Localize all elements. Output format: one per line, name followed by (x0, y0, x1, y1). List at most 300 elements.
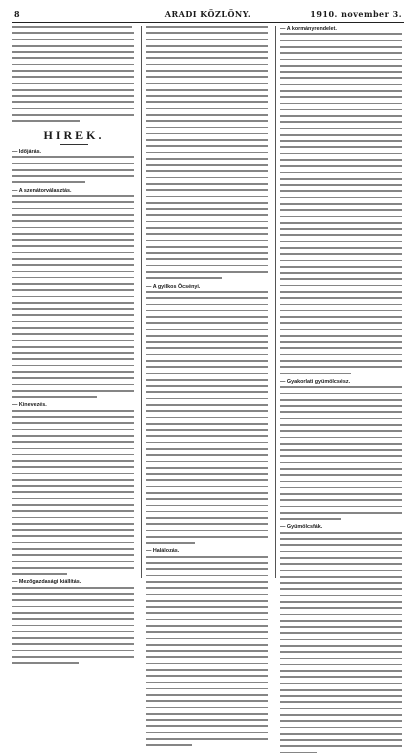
text-line (280, 128, 402, 130)
text-line (280, 134, 402, 136)
text-line (280, 46, 402, 48)
text-line (12, 252, 134, 254)
text-line (280, 109, 402, 111)
text-line (12, 45, 134, 47)
text-line (280, 701, 402, 703)
text-line (280, 71, 402, 73)
text-line (280, 570, 402, 572)
news-paragraph (146, 548, 270, 746)
text-line (280, 405, 402, 407)
text-line (146, 688, 268, 690)
text-line (146, 562, 268, 564)
text-line (146, 625, 268, 627)
text-line (280, 360, 402, 362)
text-line (12, 390, 134, 392)
text-line (280, 247, 402, 249)
text-line (12, 70, 134, 72)
text-line (146, 663, 268, 665)
text-line (280, 84, 402, 86)
text-line (12, 83, 134, 85)
text-line (146, 297, 268, 299)
text-line (280, 645, 402, 647)
text-line (146, 461, 268, 463)
text-line (280, 506, 402, 508)
text-line (146, 568, 268, 570)
text-line (280, 582, 402, 584)
text-line (280, 720, 402, 722)
text-line (12, 410, 134, 412)
text-line (146, 732, 268, 734)
text-line (12, 296, 134, 298)
text-line (12, 523, 134, 525)
text-line (146, 631, 268, 633)
text-line (280, 121, 402, 123)
text-line (146, 208, 268, 210)
text-line (12, 466, 134, 468)
text-line (12, 169, 134, 171)
text-line (146, 265, 268, 267)
text-line (12, 114, 134, 116)
text-line (12, 108, 134, 110)
text-line (12, 26, 132, 28)
text-line (12, 561, 134, 563)
text-line (280, 739, 402, 741)
text-line (12, 612, 134, 614)
text-line (146, 492, 268, 494)
news-paragraph (146, 26, 270, 279)
text-line (12, 181, 85, 183)
text-line (146, 45, 268, 47)
text-line (146, 656, 268, 658)
text-line (146, 473, 268, 475)
text-line (280, 714, 402, 716)
news-paragraph (146, 284, 270, 544)
text-line (146, 410, 268, 412)
text-line (280, 178, 402, 180)
text-line (12, 220, 134, 222)
text-line (146, 360, 268, 362)
text-line (280, 532, 402, 534)
text-line (280, 462, 402, 464)
paragraph-lead: — A gyilkos Öcsényi. (146, 283, 201, 290)
text-line (280, 297, 402, 299)
text-line (280, 354, 402, 356)
text-line (12, 264, 134, 266)
text-line (12, 454, 134, 456)
text-line (12, 384, 134, 386)
text-line (12, 491, 134, 493)
text-line (280, 65, 402, 67)
text-line (146, 76, 268, 78)
text-line (280, 468, 402, 470)
text-line (280, 493, 402, 495)
text-line (12, 163, 134, 165)
text-line (12, 485, 134, 487)
text-line (280, 595, 402, 597)
text-line (146, 354, 268, 356)
news-paragraph (280, 379, 404, 520)
text-line (146, 600, 268, 602)
text-line (12, 327, 134, 329)
text-line (280, 304, 402, 306)
text-line (146, 719, 268, 721)
text-line (280, 399, 402, 401)
text-line (280, 366, 402, 368)
text-line (280, 557, 402, 559)
text-line (12, 175, 134, 177)
text-line (146, 252, 268, 254)
text-line (12, 201, 134, 203)
text-line (12, 573, 67, 575)
text-line (12, 340, 134, 342)
text-line (280, 424, 402, 426)
text-line (12, 593, 134, 595)
text-line (280, 576, 402, 578)
text-line (280, 291, 402, 293)
text-line (280, 203, 402, 205)
text-line (280, 620, 402, 622)
text-line (280, 658, 402, 660)
paragraph-lead: — Mezőgazdasági kiállítás. (12, 579, 82, 586)
text-line (280, 96, 402, 98)
text-line (146, 95, 268, 97)
text-line (12, 245, 134, 247)
text-line (12, 479, 134, 481)
text-line (146, 57, 268, 59)
text-line (12, 498, 134, 500)
text-line (280, 588, 402, 590)
text-line (146, 189, 268, 191)
paragraph-lead: — Gyümölcsfák. (280, 524, 323, 531)
text-line (146, 158, 268, 160)
text-line (146, 581, 268, 583)
text-line (280, 272, 402, 274)
text-line (146, 517, 268, 519)
text-line (12, 333, 134, 335)
text-line (146, 64, 268, 66)
text-line (146, 329, 268, 331)
text-line (280, 499, 402, 501)
text-line (12, 435, 134, 437)
text-line (12, 504, 134, 506)
text-line (280, 614, 402, 616)
text-line (146, 556, 268, 558)
news-paragraph (280, 524, 404, 753)
text-line (280, 310, 402, 312)
text-line (280, 216, 402, 218)
text-line (146, 366, 268, 368)
news-paragraph (12, 579, 136, 663)
news-paragraph (280, 26, 404, 374)
text-line (146, 644, 268, 646)
text-line (146, 152, 268, 154)
text-line (12, 120, 80, 122)
text-line (146, 202, 268, 204)
text-line (280, 140, 402, 142)
text-line (12, 517, 134, 519)
text-line (146, 145, 268, 147)
news-paragraph (12, 402, 136, 574)
text-line (280, 455, 402, 457)
text-line (280, 153, 402, 155)
column-divider (275, 26, 276, 578)
paragraph-lead: — Halálozás. (146, 548, 180, 555)
text-line (146, 221, 268, 223)
text-line (146, 127, 268, 129)
text-line (146, 120, 268, 122)
text-line (146, 347, 268, 349)
text-line (12, 650, 134, 652)
text-line (280, 418, 402, 420)
article-columns (12, 26, 404, 586)
text-line (146, 246, 268, 248)
text-line (146, 713, 268, 715)
text-line (146, 108, 268, 110)
text-line (12, 358, 134, 360)
text-line (146, 429, 268, 431)
paragraph-lead: — A kormányrendelet. (280, 26, 337, 32)
text-line (146, 304, 268, 306)
page-number: 8 (14, 9, 21, 19)
text-line (12, 258, 134, 260)
text-line (12, 32, 134, 34)
text-line (146, 530, 268, 532)
text-line (146, 26, 268, 28)
text-line (146, 391, 268, 393)
text-line (280, 329, 402, 331)
text-line (12, 529, 134, 531)
text-line (12, 618, 134, 620)
text-line (12, 214, 134, 216)
paragraph-lead: — Időjárás. (12, 148, 42, 155)
text-line (146, 310, 268, 312)
text-line (12, 156, 134, 158)
text-line (146, 505, 268, 507)
text-line (146, 542, 195, 544)
text-line (12, 599, 134, 601)
news-paragraph (12, 26, 136, 122)
text-line (146, 682, 268, 684)
news-paragraph (12, 149, 136, 183)
text-line (12, 352, 134, 354)
text-line (280, 373, 351, 375)
text-line (280, 544, 402, 546)
text-line (12, 377, 134, 379)
text-line (12, 321, 134, 323)
text-line (146, 594, 268, 596)
text-line (12, 64, 134, 66)
text-line (146, 454, 268, 456)
text-line (280, 538, 402, 540)
text-line (146, 89, 268, 91)
text-line (280, 253, 402, 255)
text-line (146, 101, 268, 103)
text-line (280, 386, 402, 388)
text-line (146, 164, 268, 166)
text-line (280, 481, 402, 483)
text-line (280, 518, 341, 520)
text-line (12, 89, 134, 91)
text-line (12, 208, 134, 210)
text-line (146, 177, 268, 179)
text-line (280, 443, 402, 445)
text-line (280, 322, 402, 324)
text-line (146, 316, 268, 318)
text-line (12, 606, 134, 608)
text-line (146, 70, 268, 72)
text-line (12, 441, 134, 443)
text-line (280, 184, 402, 186)
news-paragraph (12, 188, 136, 398)
text-line (280, 607, 402, 609)
text-line (12, 365, 134, 367)
text-line (280, 664, 402, 666)
text-line (146, 498, 268, 500)
text-line (280, 676, 402, 678)
text-line (146, 744, 192, 746)
text-line (280, 266, 402, 268)
text-line (280, 745, 402, 747)
text-line (280, 33, 402, 35)
text-line (280, 172, 402, 174)
text-line (12, 643, 134, 645)
section-heading: HIREK. (43, 127, 105, 142)
text-line (280, 228, 402, 230)
text-line (12, 535, 134, 537)
text-line (12, 227, 134, 229)
text-line (146, 373, 268, 375)
text-line (146, 575, 268, 577)
text-line (12, 195, 134, 197)
text-line (146, 725, 268, 727)
text-line (12, 460, 134, 462)
text-line (146, 240, 268, 242)
text-line (146, 707, 268, 709)
text-line (146, 133, 268, 135)
paragraph-lead: — Kinevezés. (12, 402, 47, 409)
page-header (12, 8, 404, 23)
text-line (146, 404, 268, 406)
text-line (280, 59, 402, 61)
text-line (280, 733, 402, 735)
text-line (146, 277, 222, 279)
text-line (12, 277, 134, 279)
text-line (12, 510, 134, 512)
text-line (146, 227, 268, 229)
text-line (12, 548, 134, 550)
text-line (146, 448, 268, 450)
text-line (280, 278, 402, 280)
text-line (12, 473, 134, 475)
text-line (12, 656, 134, 658)
text-line (280, 90, 402, 92)
text-line (280, 563, 402, 565)
text-line (12, 239, 134, 241)
text-line (280, 683, 402, 685)
text-line (12, 57, 134, 59)
text-line (12, 39, 134, 41)
text-line (280, 222, 402, 224)
text-line (12, 554, 134, 556)
text-line (280, 437, 402, 439)
text-line (146, 233, 268, 235)
text-line (146, 700, 268, 702)
text-line (280, 347, 402, 349)
text-line (12, 51, 134, 53)
text-line (280, 77, 402, 79)
text-line (280, 393, 402, 395)
text-line (280, 316, 402, 318)
text-line (12, 625, 134, 627)
column-1 (12, 26, 136, 586)
text-line (146, 694, 268, 696)
text-line (280, 260, 402, 262)
newspaper-page (12, 8, 404, 586)
issue-date: 1910. november 3. (310, 9, 402, 19)
text-line (146, 612, 268, 614)
text-line (280, 601, 402, 603)
text-line (146, 536, 268, 538)
text-line (146, 83, 268, 85)
text-line (146, 638, 268, 640)
text-line (146, 385, 268, 387)
text-line (280, 411, 402, 413)
text-line (146, 619, 268, 621)
text-line (280, 197, 402, 199)
paragraph-lead: — A szenátorválasztás. (12, 187, 72, 194)
text-line (146, 587, 268, 589)
text-line (280, 241, 402, 243)
text-line (146, 196, 268, 198)
text-line (146, 467, 268, 469)
column-3 (280, 26, 404, 578)
text-line (280, 695, 402, 697)
text-line (146, 379, 268, 381)
text-line (12, 346, 134, 348)
text-line (280, 165, 402, 167)
column-2 (146, 26, 270, 578)
text-line (146, 32, 268, 34)
text-line (146, 114, 268, 116)
paragraph-lead: — Gyakorlati gyümölcsész. (280, 378, 351, 385)
text-line (12, 422, 134, 424)
text-line (12, 631, 134, 633)
text-line (12, 283, 134, 285)
text-line (280, 341, 402, 343)
text-line (146, 423, 268, 425)
text-line (12, 233, 134, 235)
text-line (146, 435, 268, 437)
text-line (146, 258, 268, 260)
text-line (12, 371, 134, 373)
text-line (280, 727, 402, 729)
text-line (280, 639, 402, 641)
text-line (280, 52, 402, 54)
text-line (146, 511, 268, 513)
text-line (146, 322, 268, 324)
text-line (280, 487, 402, 489)
text-line (12, 542, 134, 544)
text-line (280, 474, 402, 476)
text-line (146, 417, 268, 419)
text-line (146, 669, 268, 671)
text-line (146, 183, 268, 185)
section-rule (60, 144, 88, 145)
text-line (280, 670, 402, 672)
text-line (146, 606, 268, 608)
text-line (146, 139, 268, 141)
text-line (146, 650, 268, 652)
